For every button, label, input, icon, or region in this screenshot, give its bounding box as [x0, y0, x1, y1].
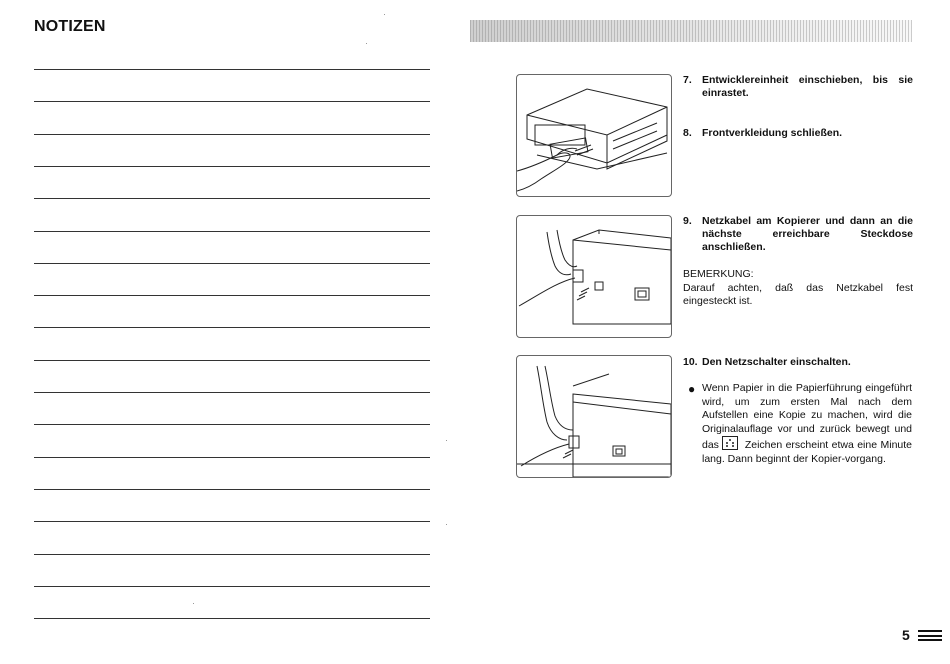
step-10	[683, 356, 913, 369]
step-8	[683, 127, 913, 140]
note-line	[34, 521, 430, 522]
page-number-bars-icon	[918, 630, 942, 642]
note-line	[34, 360, 430, 361]
note-line	[34, 392, 430, 393]
note-line	[34, 554, 430, 555]
note-body: Darauf achten, daß das Netzkabel fest eingesteckt ist.	[683, 281, 913, 307]
note-line	[34, 489, 430, 490]
speck	[193, 603, 194, 604]
note-line	[34, 198, 430, 199]
step-text: Frontverkleidung schließen.	[702, 127, 843, 139]
step-number: 7.	[683, 74, 692, 86]
notes-title: NOTIZEN	[34, 18, 106, 35]
note-line	[34, 166, 430, 167]
note-line	[34, 295, 430, 296]
step-text: Netzkabel am Kopierer und dann an die nächste erreichbare Steckdose anschließen.	[702, 215, 913, 253]
note-line	[34, 327, 430, 328]
speck	[446, 440, 447, 441]
speck	[384, 14, 385, 15]
power-cord-drawing	[517, 216, 671, 337]
speck	[446, 524, 447, 525]
power-switch-illustration	[516, 355, 672, 478]
bullet-text-after-symbol: Zeichen erscheint etwa eine Minute lang. Dann beginnt der Kopier-vorgang.	[702, 439, 913, 465]
note-line	[34, 134, 430, 135]
step-number: 9.	[683, 215, 692, 227]
developer-unit-insert-illustration	[516, 74, 672, 197]
bullet-item	[688, 382, 912, 466]
developer-unit-insert-drawing	[517, 75, 671, 196]
note-line	[34, 457, 430, 458]
step-text: Entwicklereinheit einschieben, bis sie einrastet.	[702, 74, 913, 99]
header-band	[470, 20, 912, 42]
note-line	[34, 424, 430, 425]
power-switch-drawing	[517, 356, 671, 477]
note-heading: BEMERKUNG:	[683, 268, 754, 280]
power-cord-illustration	[516, 215, 672, 338]
bullet-text-before-symbol: Wenn Papier in die Papierführung eingeführt wird, um zum ersten Mal nach dem Aufstellen eine Kopie zu machen, wird die Originalauflage vor und zurück bewegt und das	[702, 382, 912, 451]
note-line	[34, 101, 430, 102]
note-line	[34, 263, 430, 264]
step-9	[683, 215, 913, 254]
note-line	[34, 231, 430, 232]
step-text: Den Netzschalter einschalten.	[702, 356, 851, 368]
bullet-dot-icon: ●	[688, 382, 696, 396]
step-number: 10.	[683, 356, 698, 368]
note-line	[34, 69, 430, 70]
note-line	[34, 618, 430, 619]
step-7	[683, 74, 913, 100]
step-number: 8.	[683, 127, 692, 139]
ready-dots-icon	[722, 436, 738, 450]
page-number: 5	[902, 627, 910, 643]
bullet-text	[702, 382, 912, 466]
note-line	[34, 586, 430, 587]
speck	[366, 43, 367, 44]
note-block	[683, 268, 913, 309]
